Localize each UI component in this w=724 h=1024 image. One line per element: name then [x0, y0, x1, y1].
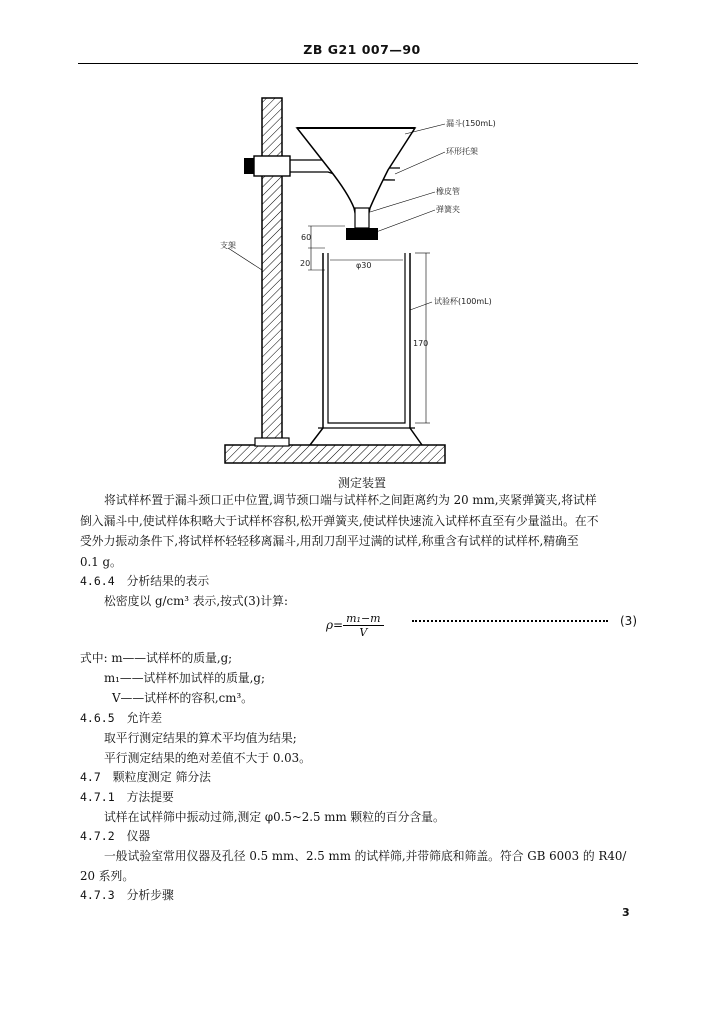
section-number: 4.6.4: [80, 574, 115, 588]
bulk-density-text: 松密度以 g/cm³ 表示,按式(3)计算:: [104, 594, 288, 608]
section-number: 4.7.1: [80, 790, 115, 804]
text-line: 0.1 g。: [80, 554, 122, 569]
section-title: 仪器: [126, 829, 151, 843]
text-line: 受外力振动条件下,将试样杯轻轻移离漏斗,用刮刀刮平过满的试样,称重含有试样的试样杯,精确至: [80, 534, 579, 548]
apparatus-figure: [200, 88, 510, 468]
label-clip: 弹簧夹: [436, 205, 460, 214]
section-4-6-4: [80, 572, 209, 589]
where-line: 式中: m——试样杯的质量,g;: [80, 651, 233, 665]
paragraph-procedure: [80, 490, 640, 572]
page-header: ZB G21 007—90: [303, 42, 421, 57]
formula-lhs: ρ=: [326, 618, 344, 632]
formula: [326, 612, 384, 639]
equation-number: (3): [620, 614, 637, 628]
page-number: 3: [622, 906, 630, 919]
spring-clip: [346, 228, 378, 240]
section-title: 颗粒度测定 筛分法: [112, 770, 211, 784]
section-title: 分析步骤: [126, 888, 174, 902]
where-line: V——试样杯的容积,cm³。: [112, 691, 253, 705]
text-line: 取平行测定结果的算术平均值为结果;: [104, 731, 297, 745]
text-line: 试样在试样筛中振动过筛,测定 φ0.5~2.5 mm 颗粒的百分含量。: [104, 810, 445, 824]
text-line: 平行测定结果的绝对差值不大于 0.03。: [104, 751, 311, 765]
label-holder: 环形托架: [446, 147, 478, 156]
section-title: 方法提要: [126, 790, 174, 804]
figure-caption: 测定装置: [337, 476, 386, 490]
label-stand: 支架: [220, 241, 236, 250]
text-line: 一般试验室常用仪器及孔径 0.5 mm、2.5 mm 的试样筛,并带筛底和筛盖。符合 GB 6003 的 R40/: [104, 849, 627, 863]
dim-phi30: φ30: [356, 261, 372, 270]
section-number: 4.7: [80, 770, 101, 784]
dim-20: 20: [300, 259, 311, 268]
section-4-7: [80, 768, 211, 785]
funnel-neck: [355, 208, 369, 228]
section-4-6-5: [80, 709, 162, 726]
where-line: m₁——试样杯加试样的质量,g;: [104, 671, 265, 685]
dim-170: 170: [413, 339, 429, 348]
label-funnel: 漏斗(150mL): [446, 119, 496, 128]
clamp-block: [254, 156, 290, 176]
section-number: 4.6.5: [80, 711, 115, 725]
section-number: 4.7.3: [80, 888, 115, 902]
label-cup: 试验杯(100mL): [434, 297, 492, 306]
section-title: 允许差: [126, 711, 163, 725]
section-4-7-2: [80, 827, 150, 844]
header-rule: [78, 63, 638, 64]
label-rubber: 橡皮管: [436, 187, 460, 196]
text-line: 倒入漏斗中,使试样体积略大于试样杯容积,松开弹簧夹,使试样快速流入试样杯直至有少量溢出。在不: [80, 513, 599, 528]
stand-column: [262, 98, 282, 440]
section-number: 4.7.2: [80, 829, 115, 843]
formula-numerator: m₁−m: [343, 612, 384, 626]
section-4-7-3: [80, 886, 174, 903]
section-title: 分析结果的表示: [126, 574, 210, 588]
base-plate: [225, 445, 445, 463]
dim-60: 60: [301, 233, 312, 242]
text-line: 20 系列。: [80, 869, 135, 883]
section-4-7-1: [80, 788, 174, 805]
formula-leader-dots: [412, 620, 608, 622]
clamp-screw: [244, 158, 254, 174]
stand-foot: [255, 438, 289, 446]
formula-denominator: V: [359, 626, 368, 639]
text-line: 将试样杯置于漏斗颈口正中位置,调节颈口端与试样杯之间距离约为 20 mm,夹紧弹簧夹,将试样: [104, 493, 597, 507]
